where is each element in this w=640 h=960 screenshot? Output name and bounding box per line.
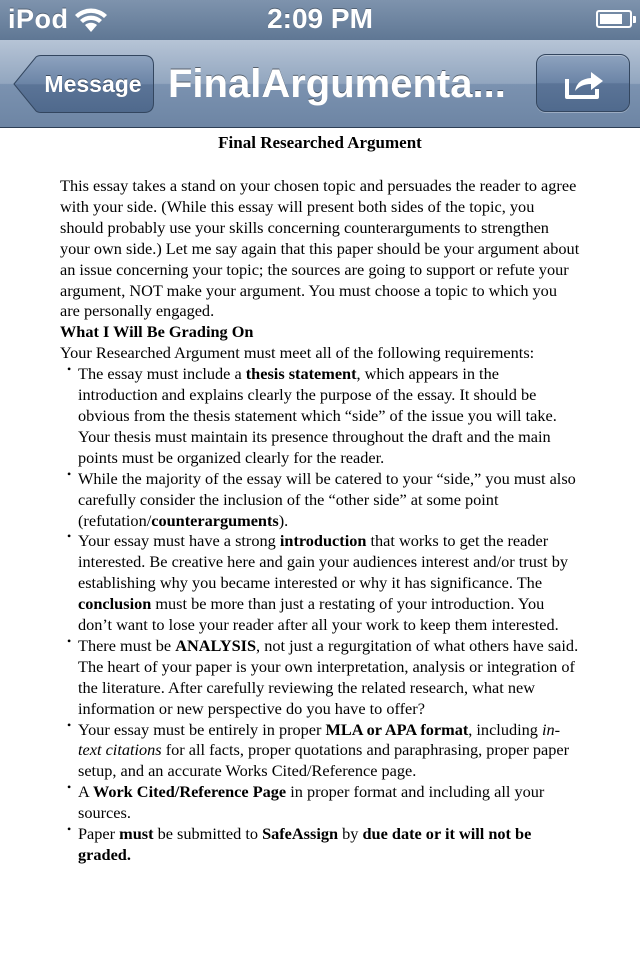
list-item: • Paper must be submitted to SafeAssign by due date or it will not be graded. [78,824,580,866]
back-button[interactable] [12,55,154,113]
document-view[interactable] [0,128,640,960]
bullet-icon: • [67,466,72,481]
bullet-icon: • [67,362,72,377]
navigation-bar [0,40,640,128]
list-item: • While the majority of the essay will be catered to your “side,” you must also carefully consider the inclusion of the “other side” at some point (refutation/counterarguments). [78,469,580,532]
bullet-icon: • [67,822,72,837]
bullet-icon: • [67,633,72,648]
list-item: • Your essay must be entirely in proper MLA or APA format, including in-text citations for all facts, proper quotations and paraphrasing, proper paper setup, and an accurate Works Cited/Reference page. [78,720,580,783]
list-item: • Your essay must have a strong introduction that works to get the reader interested. Be creative here and gain your audiences interest and/or trust by establishing why you became interested or why it has significance. The conclusion must be more than just a restating of your introduction. You don’t want to lose your reader after all your work to keep them interested. [78,531,580,636]
grading-intro: Your Researched Argument must meet all of the following requirements: [60,343,535,363]
bullet-icon: • [67,529,72,544]
carrier-label: iPod [8,4,69,34]
clock: 2:09 PM [267,3,373,34]
list-item: • There must be ANALYSIS, not just a regurgitation of what others have said. The heart of your paper is your own interpretation, analysis or integration of the literature. After carefully reviewing the related research, what new information or new perspective do you have to offer? [78,636,580,720]
bullet-icon: • [67,780,72,795]
intro-paragraph: This essay takes a stand on your chosen topic and persuades the reader to agree with your side. (While this essay will present both sides of the topic, you should probably use your skills concerning counterarguments to strengthen your own side.) Let me say again that this paper should be your argument about an issue concerning your topic; the sources are going to support or refute your argument, NOT make your argument. You must choose a topic to which you are personally engaged. [60,176,580,321]
grading-heading: What I Will Be Grading On [60,322,254,342]
status-bar [0,0,640,40]
doc-heading: Final Researched Argument [218,133,422,152]
document-title: FinalArgumenta... [168,62,506,106]
list-item: • A Work Cited/Reference Page in proper format and including all your sources. [78,782,580,824]
bullet-icon: • [67,717,72,732]
battery-level-fill [600,14,622,24]
battery-icon [596,10,632,28]
share-arrow-icon [563,67,607,101]
back-button-label: Message [44,71,142,97]
requirements-list [60,364,580,866]
list-item: • The essay must include a thesis statement, which appears in the introduction and explains clearly the purpose of the essay. It should be obvious from the thesis statement which “side” of the issue you will take. Your thesis must maintain its presence throughout the draft and the main points must be organized clearly for the reader. [78,364,580,469]
share-button[interactable] [536,54,630,112]
doc-body [60,176,580,866]
